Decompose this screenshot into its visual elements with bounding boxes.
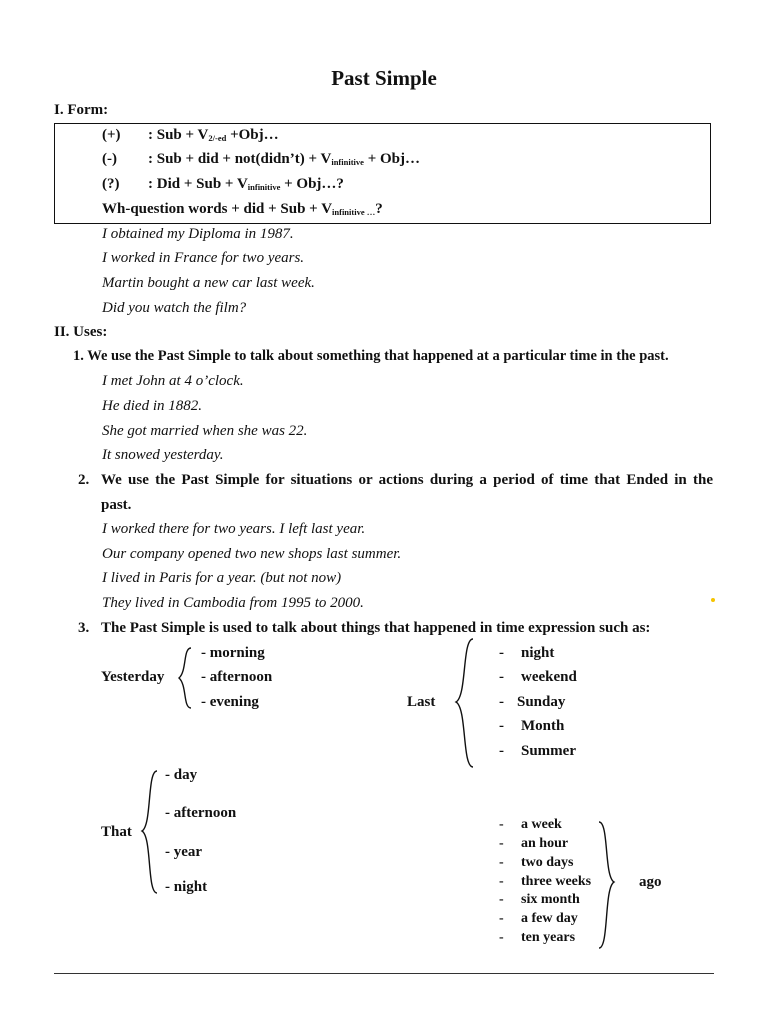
last-dash: -: [499, 645, 504, 661]
use-3-number: 3.: [78, 620, 90, 636]
form-example: I worked in France for two years.: [102, 250, 305, 266]
ago-dash: -: [499, 817, 504, 832]
use-2-number: 2.: [78, 472, 90, 488]
last-item: weekend: [521, 669, 577, 685]
use-2-example: They lived in Cambodia from 1995 to 2000.: [102, 595, 364, 611]
that-label: That: [101, 824, 132, 840]
ago-item: two days: [521, 855, 574, 870]
use-2-title-line1: We use the Past Simple for situations or actions during a period of time that Ended in the: [101, 472, 713, 488]
section-form-heading: I. Form:: [54, 102, 109, 118]
use-1-title: 1. We use the Past Simple to talk about something that happened at a particular time in the past.: [73, 348, 669, 364]
use-2-example: I lived in Paris for a year. (but not now): [102, 570, 342, 586]
form-negative-formula: : Sub + did + not(didn’t) + $V_{infinitive}$ + Obj…: [148, 151, 420, 167]
use-1-example: It snowed yesterday.: [102, 447, 224, 463]
form-positive-formula: : Sub + $V_{2/-ed}$ +Obj…: [148, 127, 279, 143]
ago-dash: -: [499, 874, 504, 889]
ago-item: ten years: [521, 930, 576, 945]
last-item: Sunday: [517, 694, 566, 710]
footer-divider: [54, 973, 714, 974]
form-wh-formula: Wh-question words + did + Sub + $V_{infinitive \dots}$?: [102, 201, 383, 217]
use-2-example: I worked there for two years. I left last year.: [102, 521, 366, 537]
last-dash: -: [499, 694, 504, 710]
form-example: Did you watch the film?: [102, 300, 247, 316]
bullet-dot: [711, 598, 715, 602]
last-dash: -: [499, 743, 504, 759]
form-question-sign: (?): [102, 176, 120, 192]
last-dash: -: [499, 718, 504, 734]
that-item: - night: [165, 879, 208, 895]
ago-dash: -: [499, 855, 504, 870]
ago-dash: -: [499, 836, 504, 851]
last-item: Month: [521, 718, 565, 734]
ago-item: a week: [521, 817, 562, 832]
yesterday-brace: [176, 647, 196, 709]
section-uses-heading: II. Uses:: [54, 324, 108, 340]
that-item: - afternoon: [165, 805, 237, 821]
form-example: Martin bought a new car last week.: [102, 275, 315, 291]
yesterday-item: - evening: [201, 694, 259, 710]
last-dash: -: [499, 669, 504, 685]
yesterday-label: Yesterday: [101, 669, 165, 685]
form-example: I obtained my Diploma in 1987.: [102, 226, 294, 242]
form-positive-sign: (+): [102, 127, 121, 143]
that-item: - year: [165, 844, 203, 860]
use-2-example: Our company opened two new shops last summer.: [102, 546, 402, 562]
ago-item: a few day: [521, 911, 578, 926]
use-1-example: He died in 1882.: [102, 398, 202, 414]
ago-dash: -: [499, 892, 504, 907]
last-label: Last: [407, 694, 436, 710]
use-2-title-line2: past.: [101, 497, 132, 513]
ago-label: ago: [639, 874, 662, 890]
ago-item: an hour: [521, 836, 569, 851]
that-brace: [139, 770, 161, 894]
yesterday-item: - afternoon: [201, 669, 273, 685]
use-1-example: I met John at 4 o’clock.: [102, 373, 244, 389]
ago-brace: [596, 821, 618, 949]
that-item: - day: [165, 767, 198, 783]
last-item: night: [521, 645, 555, 661]
ago-item: six month: [521, 892, 580, 907]
ago-dash: -: [499, 930, 504, 945]
ago-dash: -: [499, 911, 504, 926]
use-1-example: She got married when she was 22.: [102, 423, 308, 439]
yesterday-item: - morning: [201, 645, 265, 661]
form-question-formula: : Did + Sub + $V_{infinitive}$ + Obj…?: [148, 176, 344, 192]
page-title: Past Simple: [331, 66, 437, 90]
last-item: Summer: [521, 743, 576, 759]
use-3-title: The Past Simple is used to talk about things that happened in time expression such as:: [101, 620, 651, 636]
last-brace: [453, 638, 477, 768]
ago-item: three weeks: [521, 874, 592, 889]
form-negative-sign: (-): [102, 151, 117, 167]
